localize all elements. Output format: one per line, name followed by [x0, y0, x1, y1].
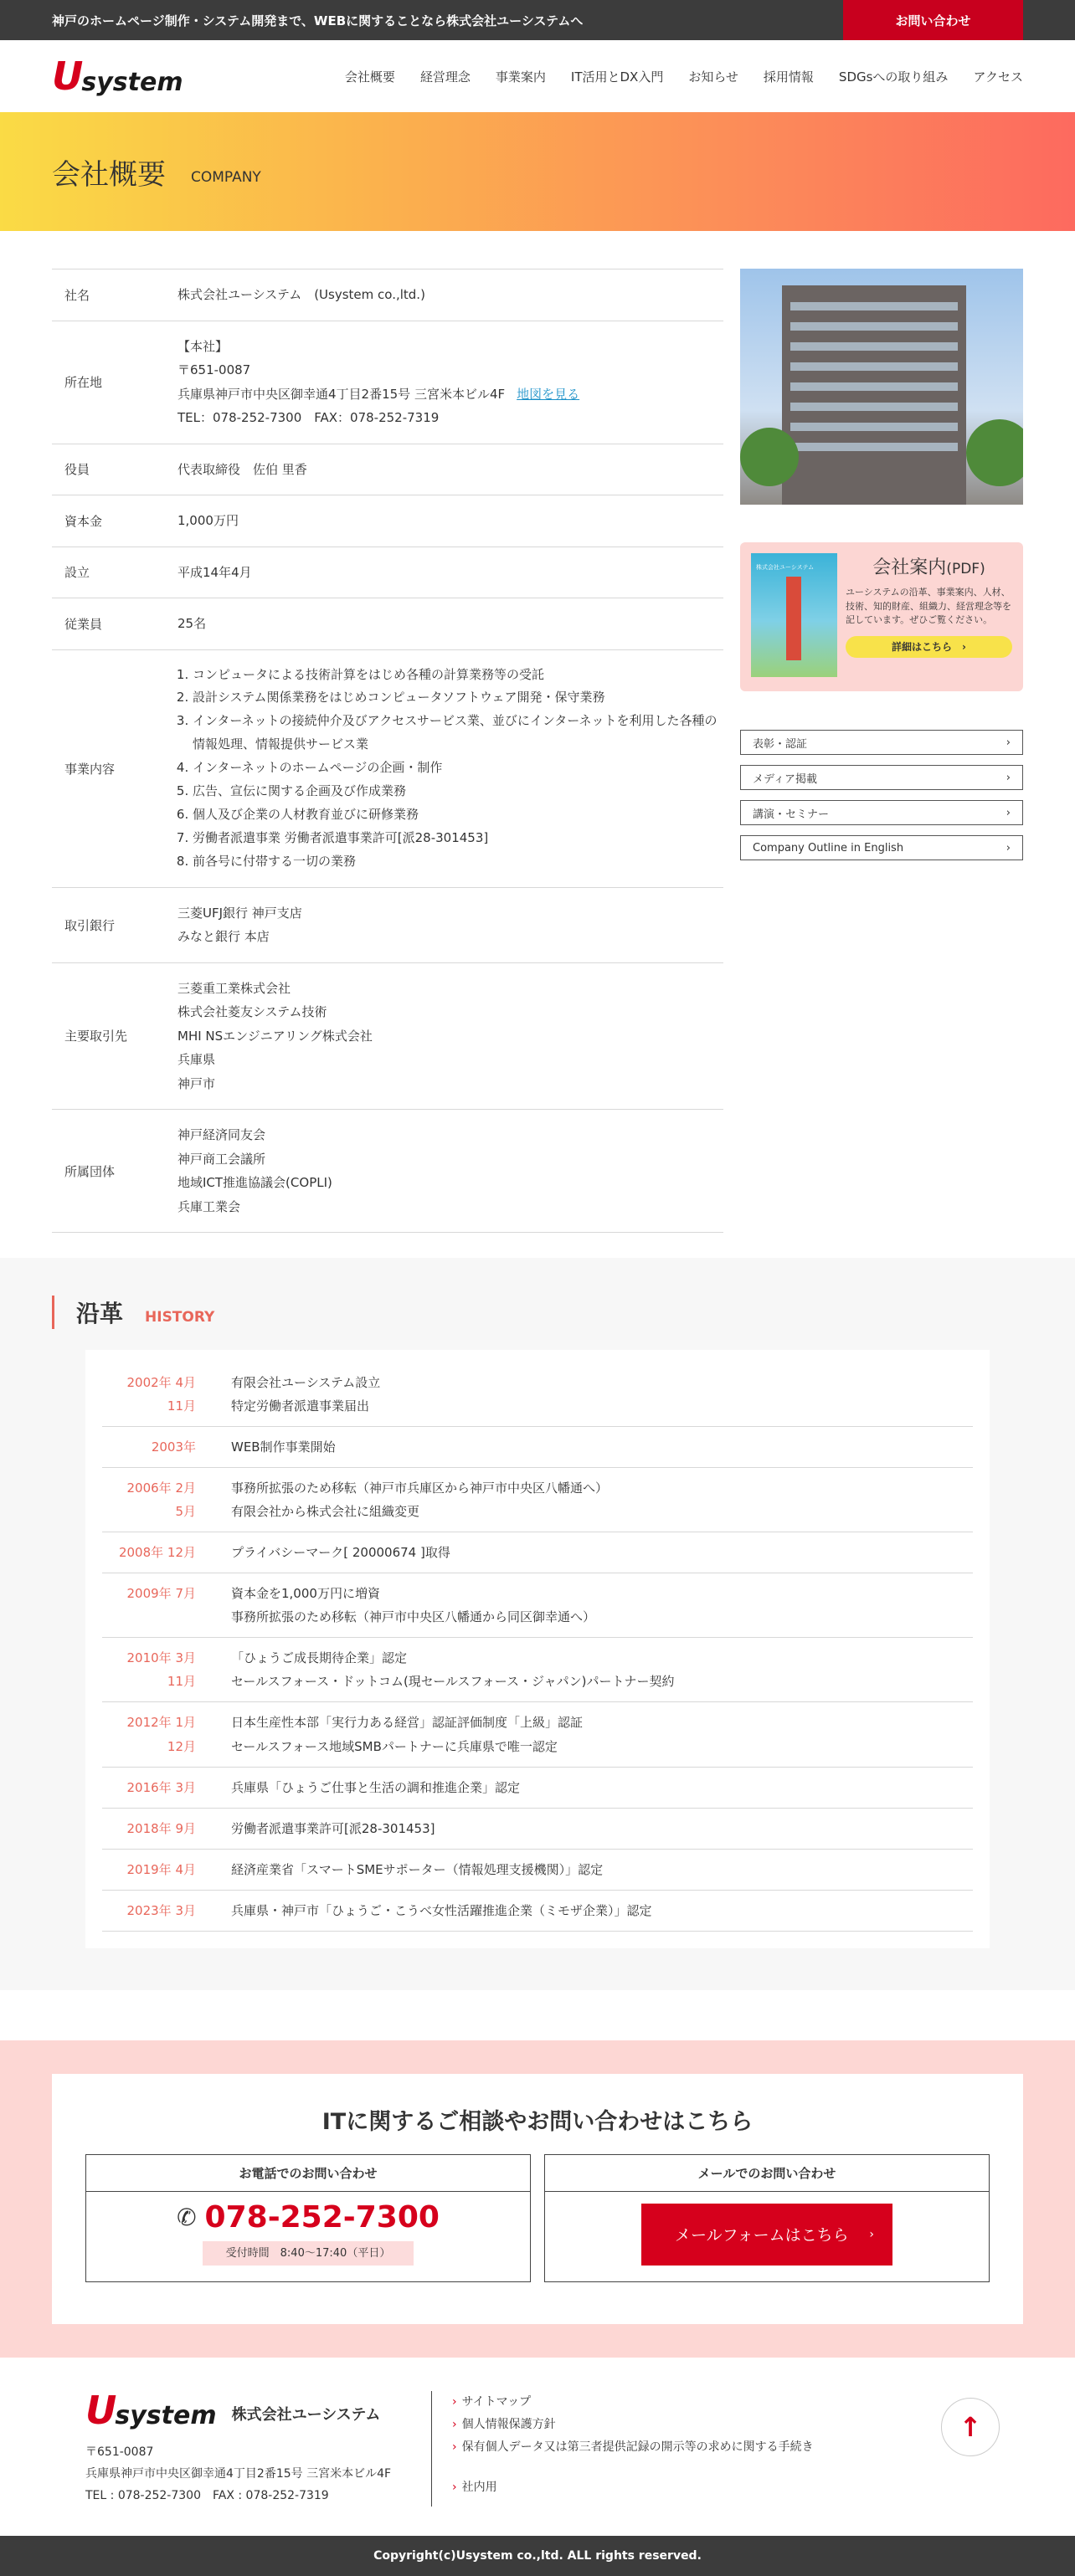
side-link-english[interactable]: Company Outline in English › [740, 835, 1023, 860]
office-label: 【本社】 [177, 338, 229, 354]
row-value: 代表取締役 佐伯 里香 [177, 444, 723, 495]
chevron-right-icon: › [1006, 771, 1011, 784]
list-item: 5. 広告、宣伝に関する企画及び作成業務 [193, 780, 723, 803]
list-item: 6. 個人及び企業の人材教育並びに研修業務 [193, 803, 723, 827]
list-item: 1. コンピュータによる技術計算をはじめ各種の計算業務等の受託 [193, 664, 723, 687]
groups-cell [177, 1110, 723, 1233]
building-tower [782, 285, 966, 505]
list-item: 4. インターネットのホームページの企画・制作 [193, 757, 723, 780]
history-row: 2023年 3月 兵庫県・神戸市「ひょうご・こうべ女性活躍推進企業（ミモザ企業）」認定 [102, 1891, 973, 1932]
list-item: 7. 労働者派遣事業 労働者派遣事業許可[派28-301453] [193, 827, 723, 850]
table-row [52, 444, 723, 495]
list-item: 神戸市 [177, 1075, 216, 1091]
history-title: 沿革 [76, 1300, 124, 1328]
list-item: 神戸商工会議所 [177, 1151, 266, 1167]
footer-company-name: 株式会社ユーシステム [231, 2405, 381, 2424]
history-row: 2012年 1月 12月 日本生産性本部「実行力ある経営」認証評価制度「上級」認証 セールスフォース地域SMBパートナーに兵庫県で唯一認定 [102, 1702, 973, 1767]
company-info-table [52, 269, 723, 1233]
history-heading [52, 1296, 1023, 1329]
footer-logo-mark: U system [85, 2387, 217, 2433]
copyright: Copyright(c)Usystem co.,ltd. ALL rights reserved. [0, 2536, 1075, 2576]
top-bar [0, 0, 1075, 40]
chevron-right-icon: › [452, 2417, 457, 2431]
site-footer [0, 2358, 1075, 2536]
mail-form-button[interactable]: メールフォームはこちら › [641, 2204, 892, 2266]
table-row [52, 1110, 723, 1233]
footer-link-sitemap[interactable]: › サイトマップ [452, 2394, 532, 2409]
list-item: 株式会社菱友システム技術 [177, 1004, 327, 1020]
street: 兵庫県神戸市中央区御幸通4丁目2番15号 三宮米本ビル4F [177, 386, 506, 402]
clients-cell [177, 962, 723, 1110]
nav-item-philosophy[interactable]: 経営理念 [419, 69, 471, 85]
business-hours: 受付時間 8:40〜17:40（平日） [203, 2241, 414, 2266]
page-title: 会社概要 [52, 157, 166, 192]
table-row [52, 962, 723, 1110]
brochure-cover [751, 553, 837, 677]
arrow-up-icon: ↑ [959, 2410, 982, 2443]
chevron-right-icon: › [1006, 736, 1011, 749]
side-link-seminar[interactable]: 講演・セミナー › [740, 800, 1023, 825]
chevron-right-icon: › [1006, 841, 1011, 854]
nav-item-dx[interactable]: IT活用とDX入門 [570, 69, 664, 85]
chevron-right-icon: › [1006, 806, 1011, 819]
list-item: MHI NSエンジニアリング株式会社 [177, 1028, 373, 1044]
brochure-detail-button[interactable]: 詳細はこちら › [846, 636, 1012, 658]
row-value: 25名 [177, 598, 723, 650]
footer-links [432, 2391, 814, 2507]
row-label: 主要取引先 [52, 962, 177, 1110]
table-row [52, 495, 723, 547]
row-label: 事業内容 [52, 649, 177, 887]
history-section [0, 1258, 1075, 1990]
footer-company [85, 2387, 432, 2507]
list-item: 兵庫県 [177, 1052, 216, 1068]
nav-item-sdgs[interactable]: SDGsへの取り組み [838, 69, 949, 85]
chevron-right-icon: › [452, 2440, 457, 2454]
history-row: 2018年 9月 労働者派遣事業許可[派28-301453] [102, 1809, 973, 1850]
history-title-en: HISTORY [145, 1309, 215, 1326]
list-item: 8. 前各号に付帯する一切の業務 [193, 850, 723, 874]
list-item: 三菱重工業株式会社 [177, 980, 291, 996]
phone-contact [85, 2154, 531, 2282]
map-link[interactable]: 地図を見る [517, 386, 580, 402]
company-overview [0, 231, 1075, 1258]
row-label: 所在地 [52, 321, 177, 444]
footer-link-internal[interactable]: › 社内用 [452, 2481, 497, 2495]
nav-item-news[interactable]: お知らせ [688, 69, 738, 85]
row-label: 資本金 [52, 495, 177, 547]
row-value: 株式会社ユーシステム (Usystem co.,ltd.) [177, 269, 723, 321]
nav-item-company[interactable]: 会社概要 [344, 69, 395, 85]
table-row [52, 887, 723, 962]
brochure-text [846, 553, 1012, 680]
phone-number[interactable]: ✆ 078-252-7300 [177, 2199, 440, 2235]
history-row: 2009年 7月 資本金を1,000万円に増資 事務所拡張のため移転（神戸市中央区八幡通から同区御幸通へ） [102, 1573, 973, 1638]
brochure-tower [786, 577, 801, 660]
nav-item-access[interactable]: アクセス [973, 69, 1023, 85]
nav-item-business[interactable]: 事業案内 [495, 69, 546, 85]
side-links [740, 730, 1023, 860]
side-link-media[interactable]: メディア掲載 › [740, 765, 1023, 790]
history-row: 2019年 4月 経済産業省「スマートSMEサポーター（情報処理支援機関）」認定 [102, 1850, 973, 1891]
brochure-cover-title: 株式会社ユーシステム [756, 564, 815, 571]
footer-logo[interactable] [85, 2387, 431, 2433]
contact-button[interactable]: お問い合わせ [843, 0, 1023, 40]
phone-heading: お電話でのお問い合わせ [86, 2155, 530, 2192]
row-label: 従業員 [52, 598, 177, 650]
page-banner [0, 112, 1075, 231]
contact-columns [85, 2154, 990, 2282]
chevron-right-icon: › [452, 2481, 457, 2495]
contact-title: ITに関するご相談やお問い合わせはこちら [321, 2108, 754, 2135]
contact-section [0, 2040, 1075, 2358]
list-item: みなと銀行 本店 [177, 929, 270, 945]
page-title-en: COMPANY [191, 169, 261, 186]
history-row: 2003年 WEB制作事業開始 [102, 1427, 973, 1468]
history-row: 2006年 2月 5月 事務所拡張のため移転（神戸市兵庫区から神戸市中央区八幡通へ） 有限会社から株式会社に組織変更 [102, 1468, 973, 1532]
site-header [0, 40, 1075, 112]
business-list [177, 664, 723, 874]
chevron-right-icon: › [869, 2227, 874, 2241]
row-value: 1,000万円 [177, 495, 723, 547]
business-cell [177, 649, 723, 887]
contact-box [52, 2074, 1023, 2324]
zip-code: 〒651-0087 [177, 362, 251, 377]
chevron-right-icon: › [452, 2394, 457, 2409]
building-photo [740, 269, 1023, 505]
row-label: 取引銀行 [52, 887, 177, 962]
sidebar [740, 269, 1023, 1233]
company-brochure[interactable] [740, 542, 1023, 691]
footer-address: 〒651-0087 兵庫県神戸市中央区御幸通4丁目2番15号 三宮米本ビル4F TEL : 078-252-7300 FAX : 078-252-7319 [85, 2445, 392, 2502]
address-cell [177, 321, 723, 444]
banks-cell [177, 887, 723, 962]
list-item: 三菱UFJ銀行 神戸支店 [177, 905, 302, 921]
history-row: 2016年 3月 兵庫県「ひょうご仕事と生活の調和推進企業」認定 [102, 1768, 973, 1809]
table-row [52, 321, 723, 444]
main-nav [345, 68, 1023, 85]
phone-icon: ✆ [177, 2203, 197, 2231]
chevron-right-icon: › [962, 640, 966, 653]
row-label: 役員 [52, 444, 177, 495]
row-value: 平成14年4月 [177, 547, 723, 598]
list-item: 地域ICT推進協議会(COPLI) [177, 1175, 332, 1191]
row-label: 所属団体 [52, 1110, 177, 1233]
table-row [52, 269, 723, 321]
table-row [52, 649, 723, 887]
history-row: 2002年 4月 11月 有限会社ユーシステム設立 特定労働者派遣事業届出 [102, 1362, 973, 1427]
brochure-desc: ユーシステムの沿革、事業案内、人材、技術、知的財産、組織力、経営理念等を記しています。ぜひご覧ください。 [846, 587, 1011, 625]
list-item: 神戸経済同友会 [177, 1127, 266, 1143]
history-list [85, 1350, 990, 1948]
brochure-title: 会社案内(PDF) [872, 557, 985, 578]
street-address [177, 382, 723, 407]
site-tagline: 神戸のホームページ制作・システム開発まで、WEBに関することなら株式会社ユーシステムへ [52, 13, 584, 28]
list-item: 2. 設計システム関係業務をはじめコンピュータソフトウェア開発・保守業務 [193, 686, 723, 710]
nav-item-recruit[interactable]: 採用情報 [763, 69, 814, 85]
back-to-top-button[interactable] [941, 2398, 1000, 2456]
table-row [52, 547, 723, 598]
logo-rest: system [81, 67, 183, 97]
list-item: 3. インターネットの接続仲介及びアクセスサービス業、並びにインターネットを利用した各種の情報処理、情報提供サービス業 [193, 710, 723, 757]
footer-link-privacy[interactable]: › 個人情報保護方針 [452, 2417, 556, 2431]
tel-fax: TEL：078-252-7300 FAX：078-252-7319 [177, 410, 440, 425]
logo-u: U [52, 54, 82, 99]
history-row: 2008年 12月 プライバシーマーク[ 20000674 ]取得 [102, 1532, 973, 1573]
side-link-awards[interactable]: 表彰・認証 › [740, 730, 1023, 755]
row-label: 設立 [52, 547, 177, 598]
mail-heading: メールでのお問い合わせ [545, 2155, 989, 2192]
history-row: 2010年 3月 11月 「ひょうご成長期待企業」認定 セールスフォース・ドットコム(現セールスフォース・ジャパン)パートナー契約 [102, 1638, 973, 1702]
mail-contact [544, 2154, 990, 2282]
site-logo[interactable] [52, 54, 183, 99]
footer-link-disclosure[interactable]: › 保有個人データ又は第三者提供記録の開示等の求めに関する手続き [452, 2440, 814, 2454]
table-row [52, 598, 723, 650]
row-label: 社名 [52, 269, 177, 321]
list-item: 兵庫工業会 [177, 1198, 241, 1214]
